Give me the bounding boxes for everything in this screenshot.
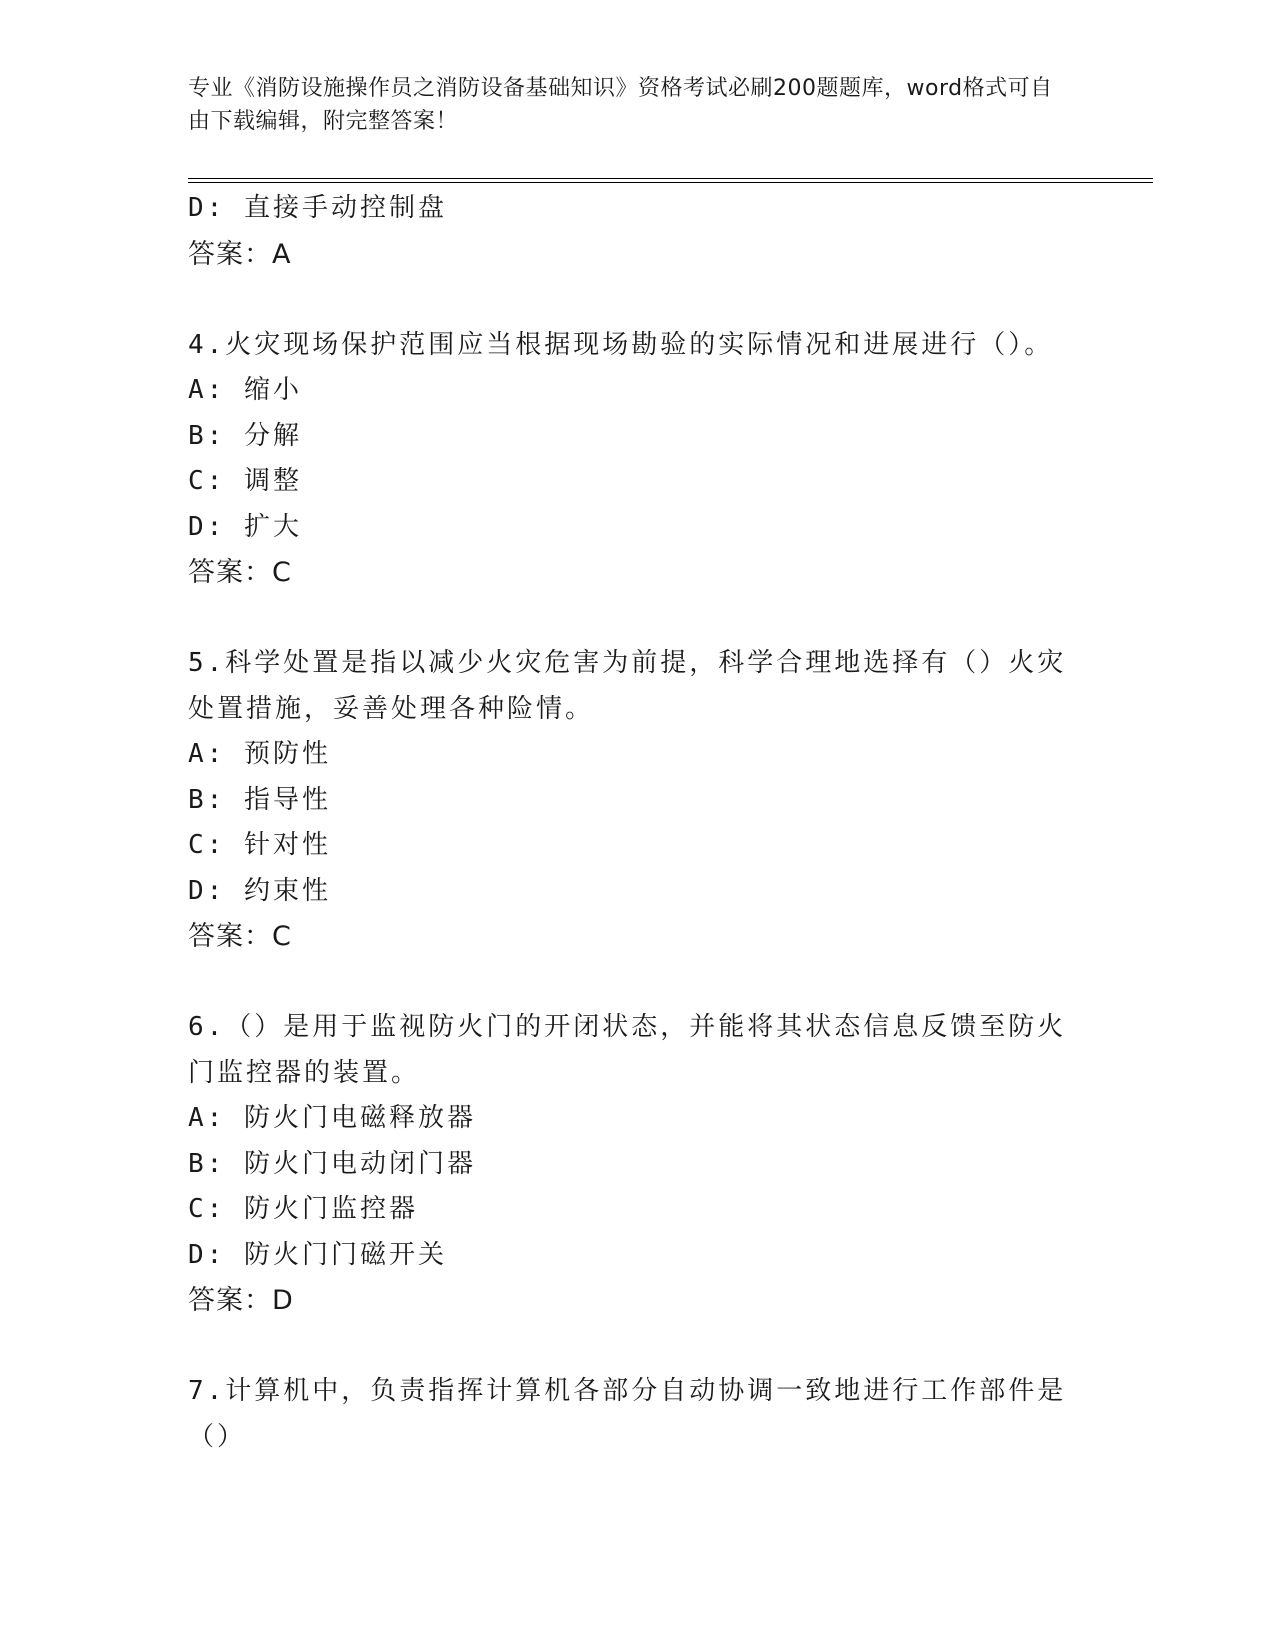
question-4-answer: 答案：C <box>188 557 292 588</box>
document-header: 专业《消防设施操作员之消防设备基础知识》资格考试必刷200题题库，word格式可自由下载编辑，附完整答案！ <box>188 76 1053 134</box>
question-6-stem: 6.（）是用于监视防火门的开闭状态，并能将其状态信息反馈至防火门监控器的装置。 <box>188 1012 1067 1088</box>
question-4-option-b: B: 分解 <box>188 420 302 451</box>
question-6-option-c: C: 防火门监控器 <box>188 1194 418 1224</box>
header-rule-top <box>188 178 1153 179</box>
question-5-answer: 答案：C <box>188 921 292 952</box>
spacer <box>188 277 1068 323</box>
spacer <box>188 1324 1068 1370</box>
question-4-option-a: A: 缩小 <box>188 375 302 405</box>
question-7-stem: 7.计算机中，负责指挥计算机各部分自动协调一致地进行工作部件是（） <box>188 1376 1067 1452</box>
question-5-option-c: C: 针对性 <box>188 830 331 860</box>
spacer <box>188 960 1068 1006</box>
question-5-option-b: B: 指导性 <box>188 784 331 815</box>
question-6-answer: 答案：D <box>188 1285 294 1316</box>
question-5-option-a: A: 预防性 <box>188 739 331 769</box>
question-4-option-c: C: 调整 <box>188 466 302 496</box>
spacer <box>188 596 1068 642</box>
question-5-stem: 5.科学处置是指以减少火灾危害为前提，科学合理地选择有（）火灾处置措施，妥善处理各种险情。 <box>188 648 1067 724</box>
prev-answer: 答案：A <box>188 238 292 270</box>
question-4-stem: 4.火灾现场保护范围应当根据现场勘验的实际情况和进展进行（）。 <box>188 329 1054 360</box>
question-4-option-d: D: 扩大 <box>188 511 302 542</box>
question-6-option-a: A: 防火门电磁释放器 <box>188 1103 476 1133</box>
question-6-option-d: D: 防火门门磁开关 <box>188 1239 447 1270</box>
prev-option-d: D: 直接手动控制盘 <box>188 193 447 223</box>
header-rule-bottom <box>188 182 1153 183</box>
question-content <box>188 186 1068 1460</box>
question-6-option-b: B: 防火门电动闭门器 <box>188 1148 476 1179</box>
question-5-option-d: D: 约束性 <box>188 875 331 906</box>
